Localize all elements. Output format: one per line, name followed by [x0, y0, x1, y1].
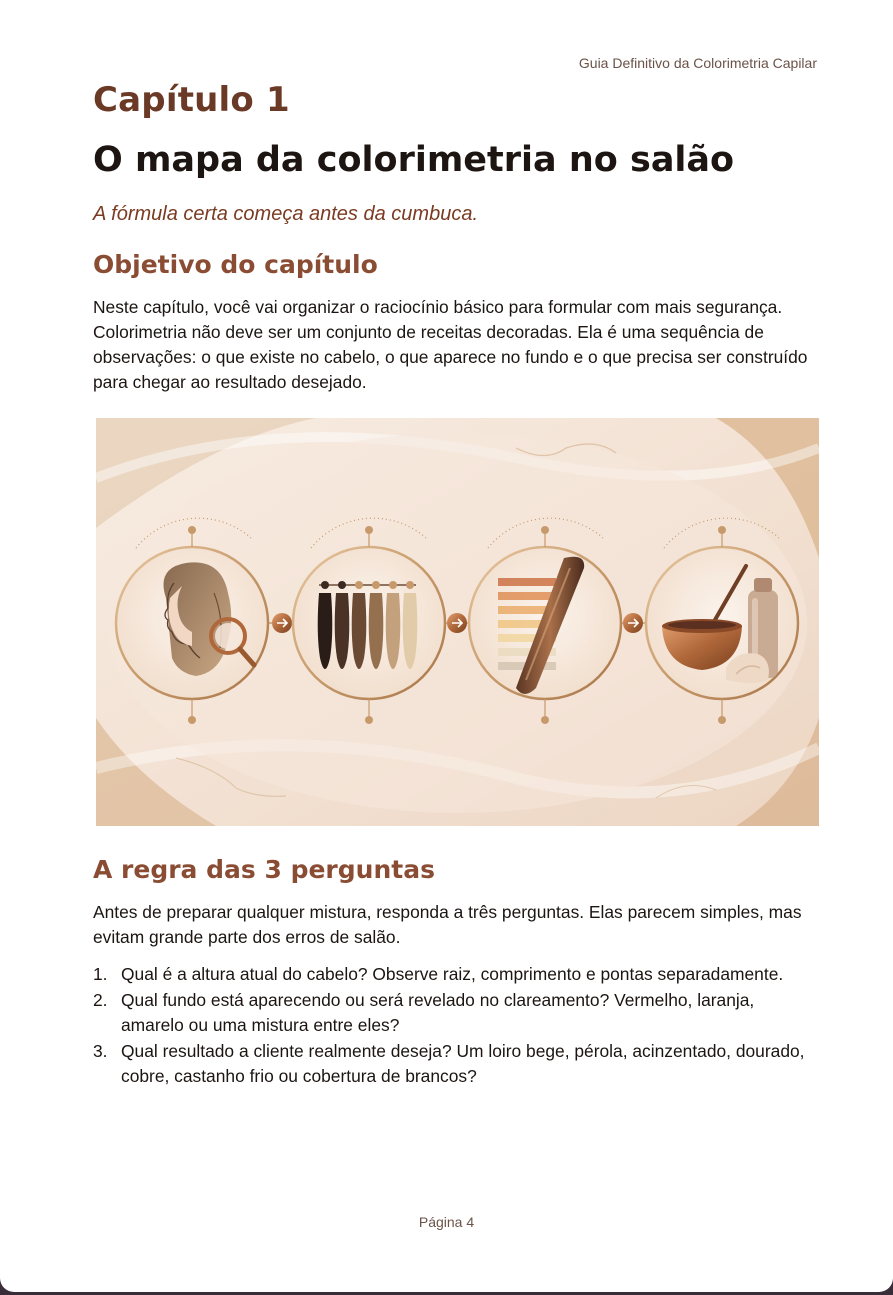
chapter-title: O mapa da colorimetria no salão	[93, 140, 735, 180]
list-item-text: Qual é a altura atual do cabelo? Observe raiz, comprimento e pontas separadamente.	[121, 964, 784, 984]
list-item-number: 1.	[93, 964, 108, 984]
list-item-text: Qual resultado a cliente realmente deseja? Um loiro bege, pérola, acinzentado, dourado, cobre, castanho frio ou cobertura de brancos?	[121, 1041, 805, 1086]
list-item-number: 2.	[93, 990, 108, 1010]
process-illustration	[96, 418, 819, 826]
list-item-number: 3.	[93, 1041, 108, 1061]
list-item	[93, 1039, 813, 1089]
section-heading-regra: A regra das 3 perguntas	[93, 855, 435, 884]
questions-list	[93, 962, 813, 1090]
page-number: Página 4	[418, 1214, 475, 1230]
illustration-svg	[96, 418, 819, 826]
list-item-text: Qual fundo está aparecendo ou será revelado no clareamento? Vermelho, laranja, amarelo ou uma mistura entre eles?	[121, 990, 755, 1035]
chapter-subtitle: A fórmula certa começa antes da cumbuca.	[93, 203, 478, 225]
chapter-label: Capítulo 1	[93, 80, 290, 120]
swatch-knob	[338, 581, 346, 589]
objetivo-paragraph: Neste capítulo, você vai organizar o raciocínio básico para formular com mais segurança. Colorimetria não deve ser um conjunto de receitas decoradas. Ela é uma sequência de observações: o que existe no cabelo, o que aparece no fundo e o que precisa ser construído para chegar ao resultado desejado.	[93, 297, 808, 392]
swatch-knob	[406, 581, 414, 589]
arrow-icon-3	[623, 613, 643, 633]
swatch-knob	[372, 581, 380, 589]
arrow-icon-1	[272, 613, 292, 633]
arrow-icon-2	[447, 613, 467, 633]
swatch-knob	[321, 581, 329, 589]
section-heading-objetivo: Objetivo do capítulo	[93, 250, 378, 279]
swatch-knob	[389, 581, 397, 589]
list-item	[93, 962, 813, 987]
swatch-knob	[355, 581, 363, 589]
list-item	[93, 988, 813, 1038]
regra-paragraph: Antes de preparar qualquer mistura, responda a três perguntas. Elas parecem simples, mas evitam grande parte dos erros de salão.	[93, 902, 802, 947]
running-header: Guia Definitivo da Colorimetria Capilar	[578, 55, 817, 71]
